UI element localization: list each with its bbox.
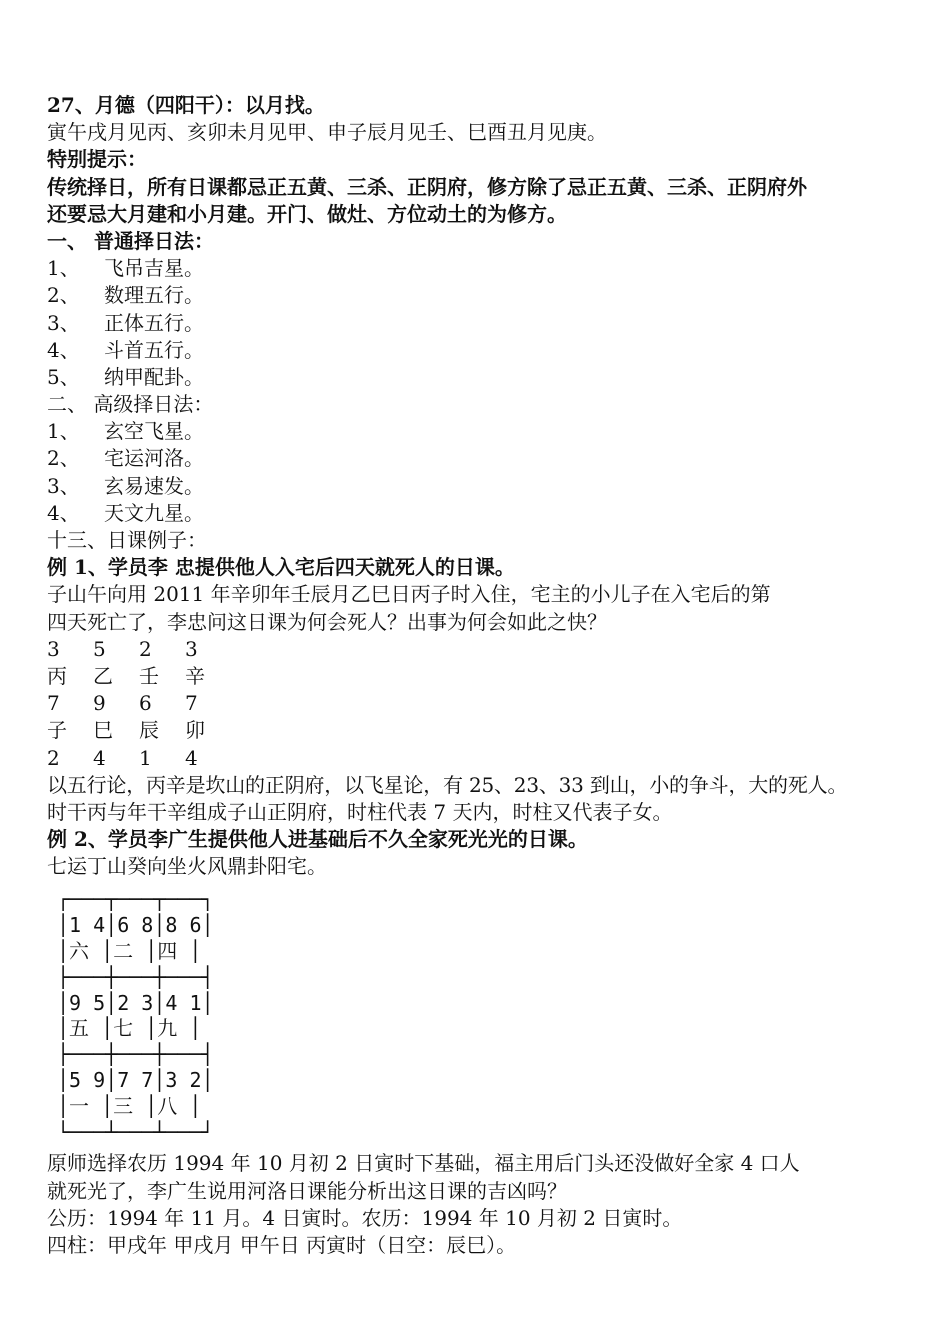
tip-title: 特别提示： — [47, 147, 147, 172]
chart-row: │5 9│7 7│3 2│ — [57, 1068, 214, 1093]
pillar-cell: 辰 — [139, 718, 159, 743]
chart-row: ├───┼───┼───┤ — [57, 1042, 214, 1067]
list-item — [47, 418, 927, 445]
pillar-row — [47, 690, 927, 717]
section-13-title: 十三、日课例子： — [47, 528, 207, 552]
list-item — [47, 337, 927, 364]
pillar-cell: 丙 — [47, 663, 67, 688]
example-1-para-1: 子山午向用 2011 年辛卯年壬辰月乙巳日丙子时入住，宅主的小儿子在入宅后的第 — [47, 582, 771, 607]
chart-row: │1 4│6 8│8 6│ — [57, 913, 214, 938]
example-2-subtitle: 七运丁山癸向坐火风鼎卦阳宅。 — [47, 854, 327, 879]
example-2-four-pillars: 四柱：甲戌年 甲戌月 甲午日 丙寅时（日空：辰巳）。 — [47, 1232, 517, 1257]
example-1-pillars — [47, 636, 927, 772]
example-1-analysis-1: 以五行论，丙辛是坎山的正阴府，以飞星论，有 25、23、33 到山，小的争斗，大的死人。 — [47, 772, 848, 797]
pillar-cell: 7 — [185, 691, 198, 716]
list-item-text: 纳甲配卦。 — [104, 364, 204, 389]
heading-yuede: 27、月德（四阳干）：以月找。 — [47, 93, 325, 117]
chart-row: ├───┼───┼───┤ — [57, 964, 214, 989]
pillar-cell: 6 — [139, 691, 152, 716]
list-item-text: 天文九星。 — [104, 500, 204, 525]
list-item — [47, 500, 927, 527]
pillar-cell: 壬 — [139, 663, 159, 688]
section-1-list — [47, 255, 927, 391]
list-item-number: 2、 — [47, 283, 80, 308]
chart-row: │一 │三 │八 │ — [57, 1093, 202, 1118]
pillar-cell: 2 — [47, 745, 60, 770]
list-item-number: 4、 — [47, 337, 80, 362]
pillar-cell: 子 — [47, 718, 67, 743]
pillar-cell: 巳 — [93, 718, 113, 743]
list-item — [47, 282, 927, 309]
pillar-cell: 4 — [185, 745, 198, 770]
pillar-cell: 3 — [185, 636, 198, 661]
list-item-number: 3、 — [47, 473, 80, 498]
chart-row: │六 │二 │四 │ — [57, 939, 202, 964]
list-item — [47, 255, 927, 282]
chart-row: └───┴───┴───┘ — [57, 1119, 214, 1144]
list-item — [47, 445, 927, 472]
pillar-cell: 辛 — [185, 663, 205, 688]
list-item-text: 宅运河洛。 — [104, 446, 204, 471]
list-item-number: 4、 — [47, 500, 80, 525]
tip-line-1: 传统择日，所有日课都忌正五黄、三杀、正阴府，修方除了忌正五黄、三杀、正阴府外 — [47, 174, 807, 199]
yuede-rule: 寅午戌月见丙、亥卯未月见甲、申子辰月见壬、巳酉丑月见庚。 — [47, 120, 607, 145]
chart-row: │9 5│2 3│4 1│ — [57, 990, 214, 1015]
pillar-row — [47, 717, 927, 744]
document-page — [47, 92, 927, 1259]
pillar-cell: 卯 — [185, 718, 205, 743]
flying-star-chart — [57, 887, 927, 1145]
pillar-cell: 乙 — [93, 663, 113, 688]
list-item-number: 1、 — [47, 419, 80, 444]
list-item — [47, 473, 927, 500]
pillar-cell: 2 — [139, 636, 152, 661]
section-2-title: 二、 高级择日法： — [47, 392, 214, 417]
list-item-number: 1、 — [47, 256, 80, 281]
list-item-text: 飞吊吉星。 — [104, 256, 204, 281]
list-item-number: 3、 — [47, 310, 80, 335]
pillar-cell: 5 — [93, 636, 106, 661]
pillar-row — [47, 745, 927, 772]
example-1-para-2: 四天死亡了，李忠问这日课为何会死人？出事为何会如此之快？ — [47, 609, 607, 634]
chart-row: │五 │七 │九 │ — [57, 1016, 202, 1041]
example-2-calendar: 公历：1994 年 11 月。4 日寅时。农历：1994 年 10 月初 2 日寅时。 — [47, 1205, 683, 1230]
section-1-title: 一、 普通择日法： — [47, 228, 214, 253]
list-item-text: 玄易速发。 — [104, 473, 204, 498]
pillar-cell: 1 — [139, 745, 152, 770]
example-1-title: 例 1、学员李 忠提供他人入宅后四天就死人的日课。 — [47, 555, 515, 580]
list-item-text: 玄空飞星。 — [104, 419, 204, 444]
example-2-title: 例 2、学员李广生提供他人进基础后不久全家死光光的日课。 — [47, 827, 588, 852]
list-item-number: 2、 — [47, 446, 80, 471]
pillar-cell: 3 — [47, 636, 60, 661]
example-1-analysis-2: 时干丙与年干辛组成子山正阴府，时柱代表 7 天内，时柱又代表子女。 — [47, 799, 673, 824]
tip-line-2: 还要忌大月建和小月建。开门、做灶、方位动土的为修方。 — [47, 201, 567, 226]
chart-row: ┌───┬───┬───┐ — [57, 887, 214, 912]
list-item — [47, 364, 927, 391]
list-item — [47, 310, 927, 337]
list-item-text: 正体五行。 — [104, 310, 204, 335]
pillar-row — [47, 636, 927, 663]
pillar-row — [47, 663, 927, 690]
example-2-para-2: 就死光了，李广生说用河洛日课能分析出这日课的吉凶吗？ — [47, 1178, 567, 1203]
pillar-cell: 4 — [93, 745, 106, 770]
list-item-number: 5、 — [47, 364, 80, 389]
pillar-cell: 9 — [93, 691, 106, 716]
list-item-text: 斗首五行。 — [104, 337, 204, 362]
list-item-text: 数理五行。 — [104, 283, 204, 308]
section-2-list — [47, 418, 927, 527]
example-2-para-1: 原师选择农历 1994 年 10 月初 2 日寅时下基础，福主用后门头还没做好全家 4 口人 — [47, 1151, 800, 1176]
pillar-cell: 7 — [47, 691, 60, 716]
